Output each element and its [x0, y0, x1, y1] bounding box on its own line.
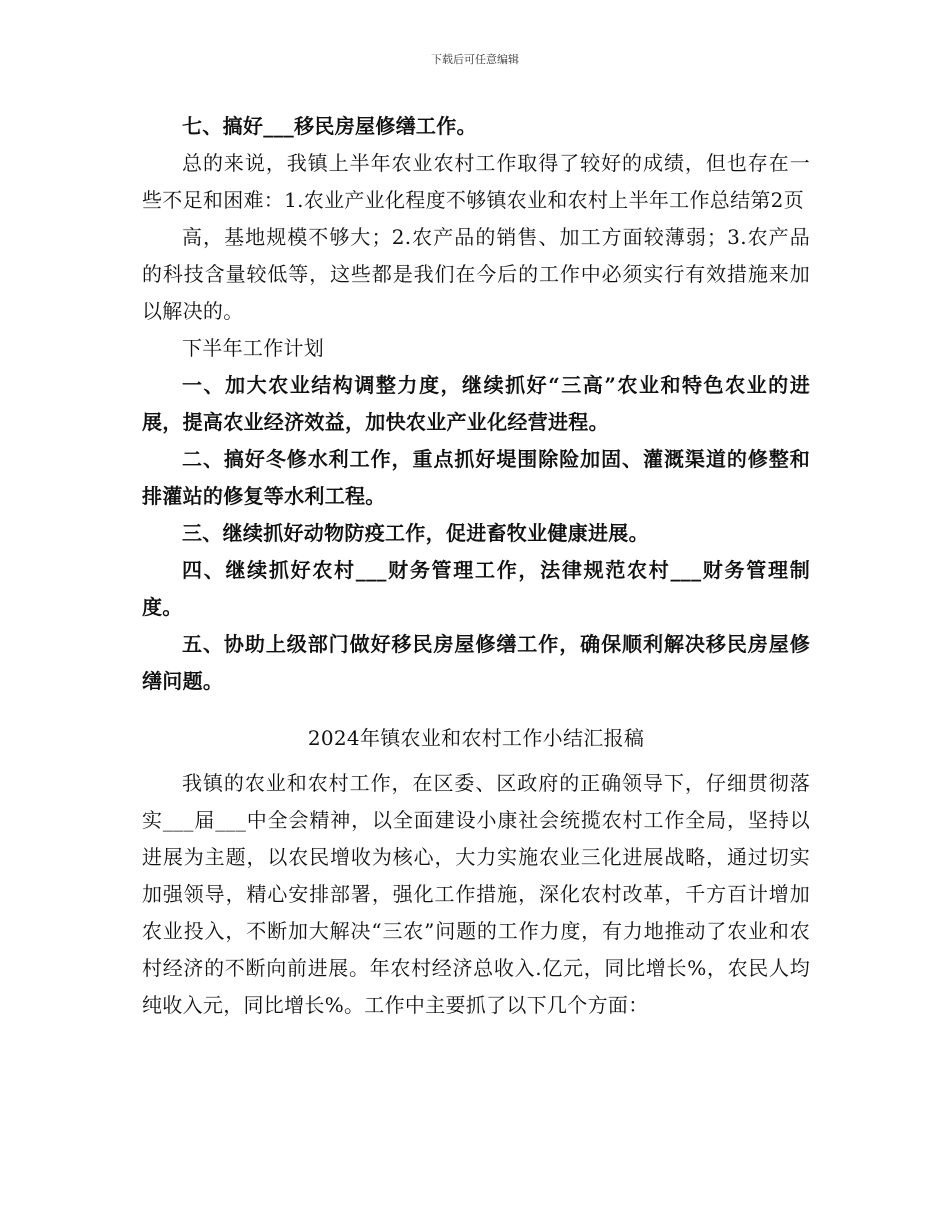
- page-header: 下载后可任意编辑: [431, 53, 519, 66]
- paragraph-plan-5: 五、协助上级部门做好移民房屋修缮工作，确保顺利解决移民房屋修缮问题。: [142, 632, 810, 693]
- paragraph-item-7: 七、搞好___移民房屋修缮工作。: [182, 114, 477, 138]
- paragraph-plan-2: 二、搞好冬修水利工作，重点抓好堤围除险加固、灌溉渠道的修整和排灌站的修复等水利工程。: [142, 447, 810, 508]
- section-title: 2024年镇农业和农村工作小结汇报稿: [307, 726, 645, 750]
- paragraph-problems: 高，基地规模不够大；2.农产品的销售、加工方面较薄弱；3.农产品的科技含量较低等，这些都是我们在今后的工作中必须实行有效措施来加以解决的。: [142, 225, 810, 323]
- paragraph-plan-3: 三、继续抓好动物防疫工作，促进畜牧业健康进展。: [182, 521, 649, 545]
- paragraph-plan-4: 四、继续抓好农村___财务管理工作，法律规范农村___财务管理制度。: [142, 558, 810, 619]
- paragraph-summary: 总的来说，我镇上半年农业农村工作取得了较好的成绩，但也存在一些不足和困难：1.农业产业化程度不够镇农业和农村上半年工作总结第2页: [142, 151, 810, 212]
- paragraph-report-body: 我镇的农业和农村工作，在区委、区政府的正确领导下，仔细贯彻落实___届___中全会精神，以全面建设小康社会统揽农村工作全局，坚持以进展为主题，以农民增收为核心，大力实施农业三化进展战略，通过切实加强领导，精心安排部署，强化工作措施，深化农村改革，千方百计增加农业投入，不断加大解决“三农”问题的工作力度，有力地推动了农业和农村经济的不断向前进展。年农村经济总收入.亿元，同比增长%，农民人均纯收入元，同比增长%。工作中主要抓了以下几个方面：: [142, 771, 810, 1017]
- paragraph-plan-1: 一、加大农业结构调整力度，继续抓好“三高”农业和特色农业的进展，提高农业经济效益，加快农业产业化经营进程。: [142, 373, 810, 434]
- document-body: [142, 108, 810, 1024]
- paragraph-plan-heading: 下半年工作计划: [182, 336, 325, 360]
